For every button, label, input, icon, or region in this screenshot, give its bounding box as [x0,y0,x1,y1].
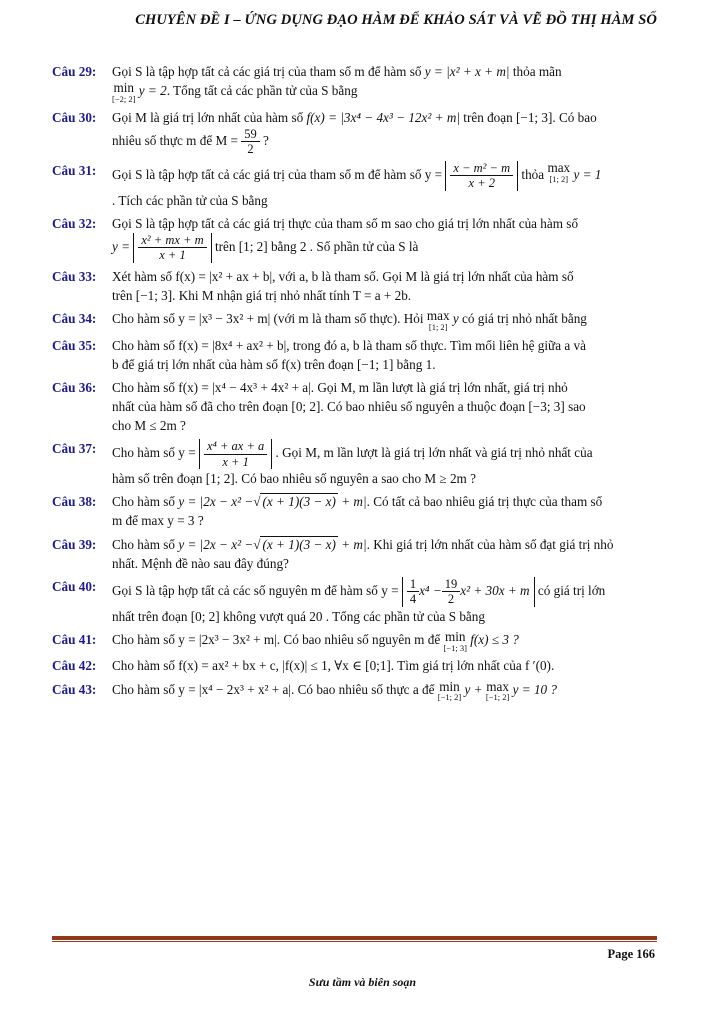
abs-value: $\frac{1}{4}$ x⁴ − $\frac{19}{2}$ x² + 30x + m [402,577,535,607]
min-operator: min [−1; 2] [437,678,462,703]
question-32 [52,214,657,263]
page-footer: Sưu tầm và biên soạn [308,975,417,989]
question-label: Câu 37: [52,441,97,457]
fraction: $\frac{\text{x² + mx + m}}{x + 1}$ [138,233,206,263]
question-34 [52,309,657,332]
question-line: min [−2; 2] y = 2. Tổng tất cả các phần tử của S bằng [112,80,358,104]
question-label: Câu 36: [52,379,97,395]
question-33 [52,267,657,305]
question-36 [52,378,657,435]
footer-rule [52,936,657,940]
question-39 [52,535,657,573]
max-operator: max [−1; 2] [485,678,510,703]
question-line: nhất trên đoạn [0; 2] không vượt quá 20 . Tổng các phần tử của S bằng [112,608,485,624]
fraction: $\frac{1}{4}$ [407,577,419,607]
question-label: Câu 30: [52,109,97,125]
question-31 [52,161,657,210]
question-43 [52,680,657,703]
question-line: Cho hàm số f(x) = ax² + bx + c, |f(x)| ≤ 1, ∀x ∈ [0;1]. Tìm giá trị lớn nhất của f ′(0). [112,658,555,674]
abs-value [199,439,272,469]
page-header: CHUYÊN ĐỀ I – ỨNG DỤNG ĐẠO HÀM ĐỂ KHẢO SÁT VÀ VẼ ĐỒ THỊ HÀM SỐ [135,12,657,28]
question-line: Cho hàm số y = $\frac{\text{x⁴ + ax + a}}{x + 1}$ . Gọi M, m lần lượt là giá trị lớn nhất và giá trị nhỏ nhất của [112,439,593,469]
question-line: Gọi S là tập hợp tất cả các giá trị của tham số m để hàm số y = |x² + x + m| thỏa mãn [112,64,562,79]
question-line: Gọi M là giá trị lớn nhất của hàm số f(x) = |3x⁴ − 4x³ − 12x² + m| trên đoạn [−1; 3]. Có bao [112,109,597,125]
question-38 [52,492,657,530]
question-label: Câu 41: [52,631,97,647]
question-line: Cho hàm số y = |2x − x² −√ (x + 1)(3 − x) + m|. Khi giá trị lớn nhất của hàm số đạt giá trị nhỏ [112,536,614,552]
math-expr: f(x) = |3x⁴ − 4x³ − 12x² + m| [306,109,460,125]
fraction: $\frac{59}{2}$ [241,127,260,157]
fraction: $\frac{\text{x − m² − m}}{x + 2}$ [450,161,513,191]
abs-value [445,161,518,191]
question-41 [52,630,657,653]
question-line: y = $\frac{\text{x² + mx + m}}{x + 1}$ trên [1; 2] bằng 2 . Số phần tử của S là [112,232,419,263]
question-line: Cho hàm số y = |2x³ − 3x² + m|. Có bao nhiêu số nguyên m để min [−1; 3] f(x) ≤ 3 ? [112,628,519,653]
question-line: Cho hàm số y = |x⁴ − 2x³ + x² + a|. Có bao nhiêu số thực a để min [−1; 2] y + max [−1; 2] y = 10 ? [112,678,558,703]
question-line: Xét hàm số f(x) = |x² + ax + b|, với a, b là tham số. Gọi M là giá trị lớn nhất của hàm số [112,268,574,284]
sqrt-expr: (x + 1)(3 − x) [262,494,336,510]
math-expr: y = |x² + x + m| [424,64,510,79]
question-label: Câu 38: [52,494,97,510]
max-operator: max [1; 2] [547,159,571,184]
question-30 [52,108,657,157]
question-label: Câu 33: [52,268,97,284]
question-42 [52,656,657,675]
question-40 [52,577,657,626]
question-line: hàm số trên đoạn [1; 2]. Có bao nhiêu số nguyên a sao cho M ≥ 2m ? [112,471,476,487]
question-line: nhiêu số thực m để M = $\frac{59}{2}$ ? [112,127,269,157]
min-operator: min [−2; 2] [112,80,136,104]
question-37 [52,439,657,488]
max-operator: max [1; 2] [426,307,450,332]
question-29 [52,62,657,104]
question-label: Câu 31: [52,162,97,178]
question-line: Gọi S là tập hợp tất cả các giá trị của tham số m để hàm số y = $\frac{\text{x − m² − m}}{x + 2}$ thỏa max [1; 2] y = 1 [112,159,602,191]
min-operator: min [−1; 3] [443,628,467,653]
page-number: Page 166 [607,947,655,961]
question-line: Cho hàm số f(x) = |8x⁴ + ax² + b|, trong đó a, b là tham số thực. Tìm mối liên hệ giữa a và [112,337,586,353]
question-line: trên [−1; 3]. Khi M nhận giá trị nhỏ nhất tính T = a + 2b. [112,287,412,303]
question-line: nhất của hàm số đã cho trên đoạn [0; 2]. Có bao nhiêu số nguyên a thuộc đoạn [−3; 3] sao [112,399,586,415]
question-line: Cho hàm số y = |x³ − 3x² + m| (với m là tham số thực). Hỏi max [1; 2] y có giá trị nhỏ nhất bằng [112,307,587,332]
footer-rule-thin [52,941,657,942]
question-line: m để max y = 3 ? [112,513,204,529]
question-label: Câu 35: [52,337,97,353]
question-line: nhất. Mệnh đề nào sau đây đúng? [112,555,289,571]
question-35 [52,336,657,374]
question-label: Câu 43: [52,681,97,697]
question-label: Câu 42: [52,658,97,674]
question-label: Câu 34: [52,310,97,326]
question-line: . Tích các phần tử của S bằng [112,192,268,208]
question-list [52,62,657,702]
question-line: Cho hàm số f(x) = |x⁴ − 4x³ + 4x² + a|. Gọi M, m lần lượt là giá trị lớn nhất, giá trị nhỏ [112,379,568,395]
question-label: Câu 40: [52,578,97,594]
question-line: Gọi S là tập hợp tất cả các số nguyên m để hàm số y = $\frac{1}{4}$ x⁴ − $\frac{19}{2}$ x² + 30x + m có giá trị lớn [112,576,606,607]
question-line: Cho hàm số y = |2x − x² −√ (x + 1)(3 − x) + m|. Có tất cả bao nhiêu giá trị thực của tham số [112,494,603,510]
fraction: $\frac{\text{x⁴ + ax + a}}{x + 1}$ [204,439,267,469]
abs-value [133,233,211,263]
question-label: Câu 39: [52,536,97,552]
fraction: $\frac{19}{2}$ [442,577,461,607]
question-line: cho M ≤ 2m ? [112,418,186,434]
question-label: Câu 32: [52,215,97,231]
question-line: Gọi S là tập hợp tất cả các giá trị thực của tham số m sao cho giá trị lớn nhất của hàm số [112,215,579,231]
question-label: Câu 29: [52,64,97,79]
sqrt-expr: (x + 1)(3 − x) [262,536,336,552]
question-line: b để giá trị lớn nhất của hàm số f(x) trên đoạn [−1; 1] bằng 1. [112,356,436,372]
